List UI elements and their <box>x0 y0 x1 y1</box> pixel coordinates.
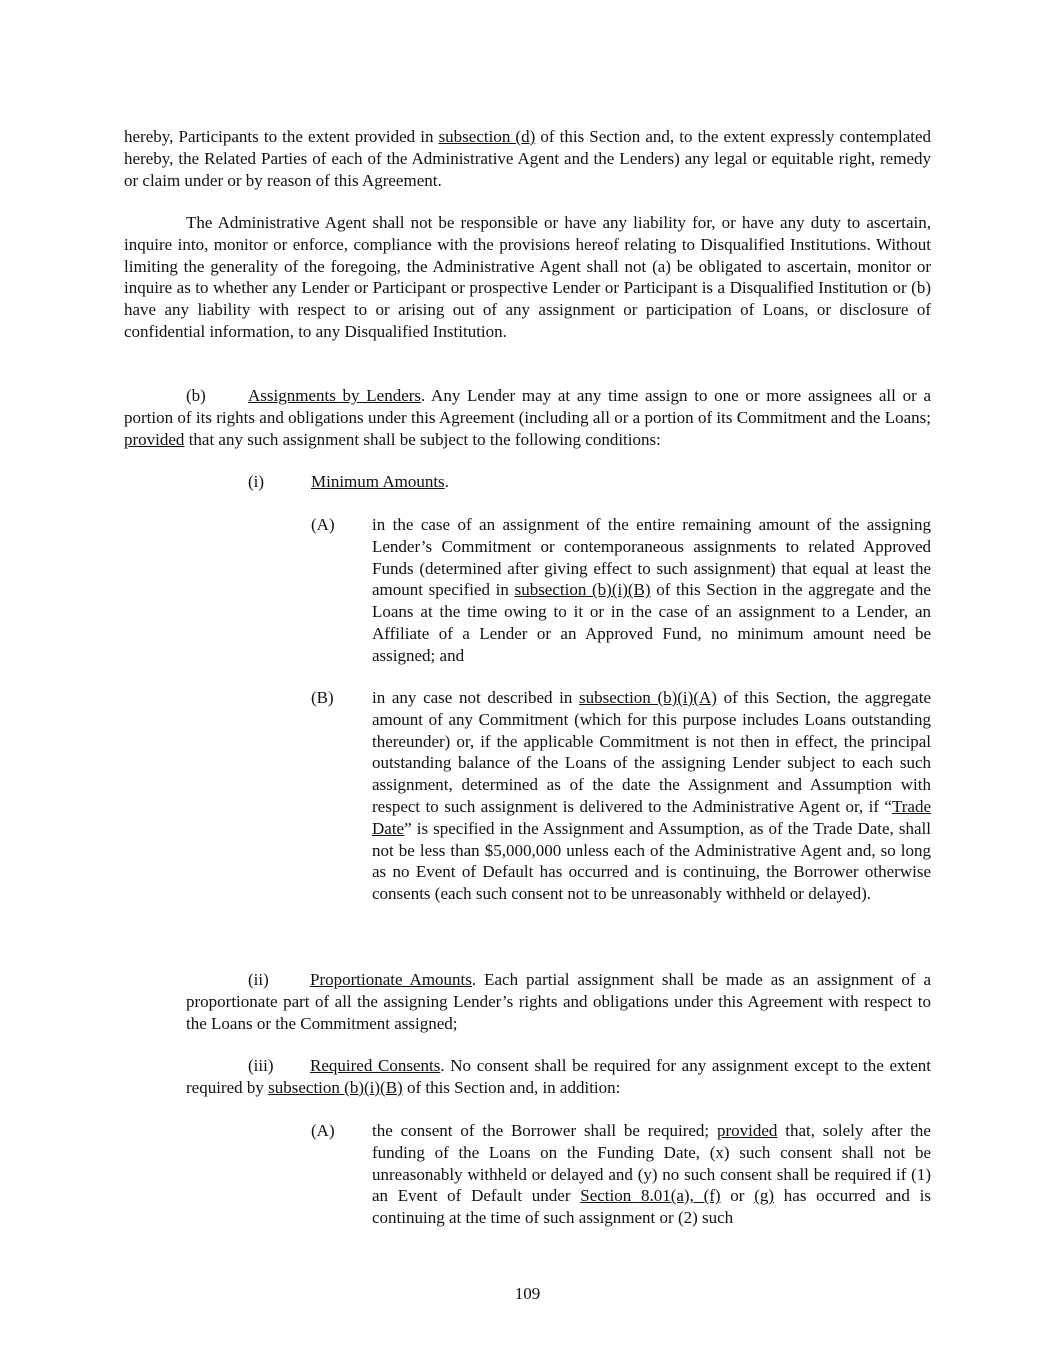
clause-label-iii: (iii) <box>248 1056 274 1075</box>
text-run: has occurred and is continuing at the time of such assignment or (2) such <box>372 1186 931 1228</box>
clause-required-consents <box>186 1055 931 1099</box>
text-run: ” is specified in the Assignment and Assumption, as of the Trade Date, shall not be less than $5,000,000 unless each of the Administrative Agent and, so long as no Event of Default has occurred and is continuing, the Borrower otherwise consents (each such consent not to be unreasonably withheld or delayed). <box>372 818 931 904</box>
text-run: . Any Lender may at any time assign to one or more assignees all or a portion of its rights and obligations under this Agreement (including all or a portion of its Commitment and the Loans; <box>124 386 931 427</box>
subclause-minimum-amount-B <box>372 687 931 905</box>
page-number: 109 <box>514 1284 541 1303</box>
text-run: The Administrative Agent shall not be responsible or have any liability for, or have any duty to ascertain, inquire into, monitor or enforce, compliance with the provisions hereof relating to Disqualified Institutions. Without limiting the generality of the foregoing, the Administrative Agent shall not (a) be obligated to ascertain, monitor or inquire as to whether any Lender or Participant or prospective Lender or Participant is a Disqualified Institution or (b) have any liability with respect to or arising out of any assignment or participation of Loans, or disclosure of confidential information, to any Disqualified Institution. <box>124 213 931 341</box>
cross-reference-link: subsection (b)(i)(B) <box>514 580 651 600</box>
paragraph-continuation <box>124 126 931 191</box>
text-run: hereby, Participants to the extent provided in <box>124 127 439 146</box>
clause-proportionate-amounts <box>186 969 931 1034</box>
clause-heading: Minimum Amounts <box>311 472 445 491</box>
subclause-label-A: (A) <box>311 515 335 534</box>
text-run: of this Section and, to the extent expressly contemplated hereby, the Related Parties of each of the Administrative Agent and the Lenders) any legal or equitable right, remedy or claim under or by reason of this Agreement. <box>124 127 932 190</box>
section-heading: Assignments by Lenders <box>248 386 422 405</box>
provided-term: provided <box>716 1121 778 1140</box>
text-run: in any case not described in <box>372 688 580 707</box>
subclause-borrower-consent <box>372 1120 931 1229</box>
clause-heading: Proportionate Amounts <box>310 970 472 989</box>
clause-label-i: (i) <box>248 472 265 491</box>
clause-heading: Required Consents <box>310 1056 441 1075</box>
text-run: of this Section, the aggregate amount of any Commitment (which for this purpose includes Loans outstanding thereunder) or, if the applicable Commitment is not then in effect, the principal outstanding balance of the Loans of the assigning Lender subject to each such assignment, determined as of the date the Assignment and Assumption with respect to such assignment is delivered to the Administrative Agent or, if “ <box>372 688 931 816</box>
clause-label-ii: (ii) <box>248 970 269 989</box>
section-label: (b) <box>186 386 206 405</box>
text-run: . No consent shall be required for any assignment except to the extent required by <box>186 1056 932 1097</box>
cross-reference-link: (g) <box>754 1186 775 1206</box>
provided-term: provided <box>124 429 185 449</box>
text-run: . Each partial assignment shall be made as an assignment of a proportionate part of all the assigning Lender’s rights and obligations under this Agreement with respect to the Loans or the Commitment assigned; <box>186 970 931 1033</box>
cross-reference-link: Section 8.01(a), (f) <box>580 1186 721 1206</box>
cross-reference-link: subsection (d) <box>438 127 536 146</box>
cross-reference-link: subsection (b)(i)(B) <box>268 1077 403 1097</box>
clause-heading-minimum-amounts <box>311 471 931 493</box>
subclause-label-A-consent: (A) <box>311 1121 335 1140</box>
text-run: that, solely after the funding of the Loans on the Funding Date, (x) such consent shall not be unreasonably withheld or delayed and (y) no such consent shall be required if (1) an Event of Default under <box>372 1121 931 1206</box>
subclause-label-B: (B) <box>311 688 334 707</box>
text-run: of this Section and, in addition: <box>402 1077 621 1097</box>
text-run: . <box>444 472 449 491</box>
paragraph-disqualified-institutions <box>124 212 931 343</box>
defined-term: Trade Date <box>372 796 931 838</box>
text-run: or <box>720 1186 755 1206</box>
subclause-minimum-amount-A <box>372 514 931 667</box>
text-run: that any such assignment shall be subject to the following conditions: <box>184 429 661 449</box>
text-run: the consent of the Borrower shall be required; <box>372 1121 717 1140</box>
text-run: in the case of an assignment of the entire remaining amount of the assigning Lender’s Commitment or contemporaneous assignments to related Approved Funds (determined after giving effect to such assignment) that equal at least the amount specified in <box>372 515 931 600</box>
paragraph-assignments-by-lenders <box>124 385 931 450</box>
cross-reference-link: subsection (b)(i)(A) <box>579 688 717 707</box>
text-run: of this Section in the aggregate and the Loans at the time owing to it or in the case of an assignment to a Lender, an Affiliate of a Lender or an Approved Fund, no minimum amount need be assigned; and <box>372 580 931 665</box>
